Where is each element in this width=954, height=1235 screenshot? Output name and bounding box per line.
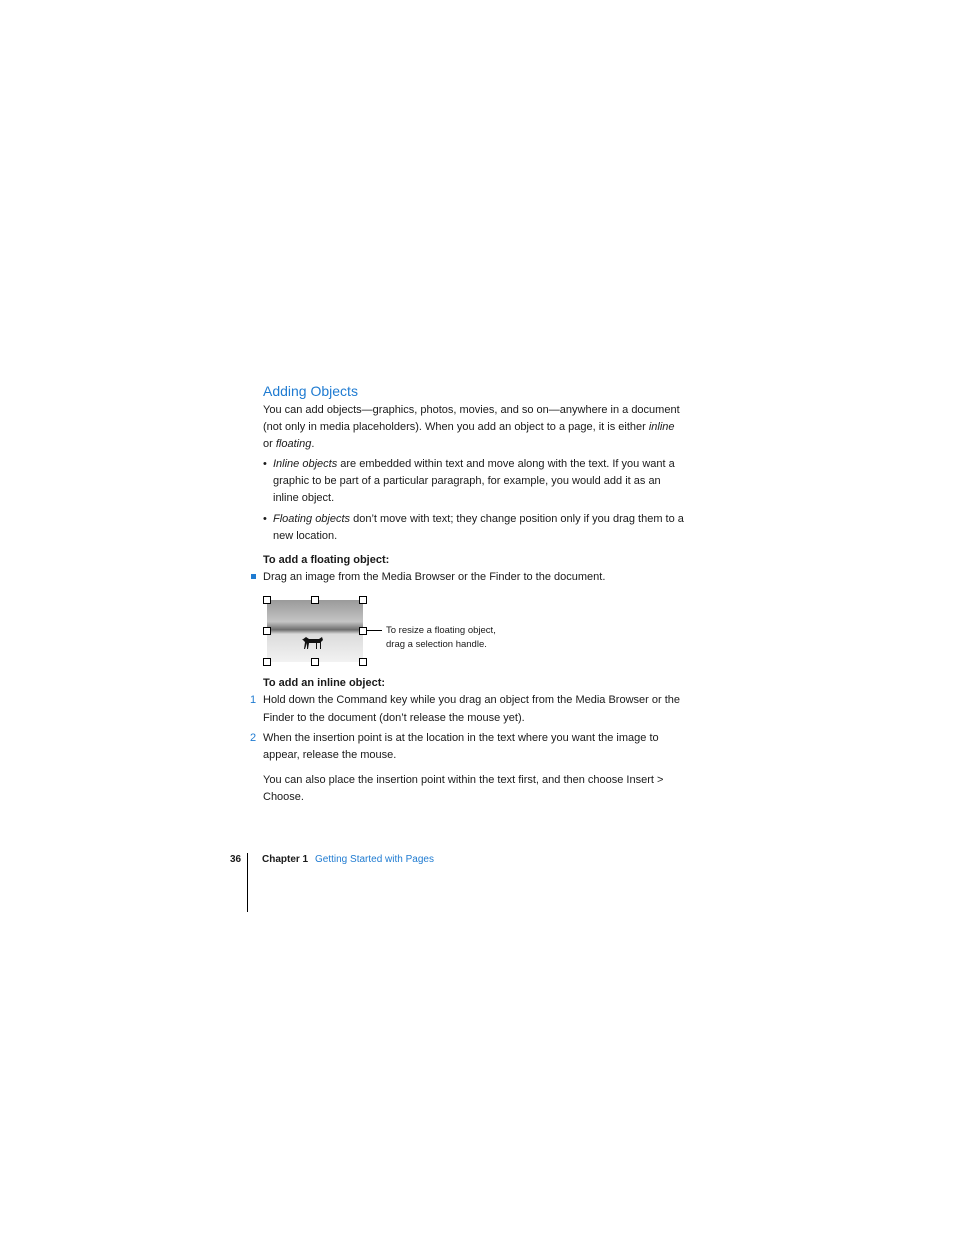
text: (not only in media placeholders). When you add an object to a page, it is either <box>263 421 649 433</box>
text: appear, release the mouse. <box>263 749 397 761</box>
bullet-item <box>263 456 713 507</box>
page-number: 36 <box>230 854 242 865</box>
text: or <box>263 438 276 450</box>
em-text: Floating objects <box>273 513 351 525</box>
intro-paragraph <box>263 402 680 453</box>
dog-silhouette-icon <box>267 600 363 662</box>
step-number: 2 <box>250 732 257 744</box>
callout-text <box>386 624 496 652</box>
selection-handle[interactable] <box>359 596 367 604</box>
chapter-label: Chapter 1 <box>262 854 309 865</box>
text: Choose. <box>263 791 304 803</box>
selection-handle[interactable] <box>311 596 319 604</box>
selection-handle[interactable] <box>311 658 319 666</box>
selection-handle[interactable] <box>359 627 367 635</box>
inline-title: To add an inline object: <box>263 677 386 689</box>
chapter-title-link[interactable]: Getting Started with Pages <box>315 854 434 865</box>
text: When the insertion point is at the location in the text where you want the image to <box>263 732 659 744</box>
em-text: Inline objects <box>273 458 338 470</box>
square-bullet-icon <box>251 574 256 579</box>
intro-line: You can add objects—graphics, photos, movies, and so on—anywhere in a document <box>263 404 680 416</box>
dog-beach-image <box>267 600 363 662</box>
selection-handle[interactable] <box>263 596 271 604</box>
selection-handle[interactable] <box>263 627 271 635</box>
intro-line <box>263 436 680 453</box>
selection-handle[interactable] <box>263 658 271 666</box>
text: new location. <box>273 530 338 542</box>
section-heading: Adding Objects <box>263 383 358 399</box>
text: . <box>311 438 315 450</box>
text: Finder to the document (don’t release the mouse yet). <box>263 712 525 724</box>
selection-handle[interactable] <box>359 658 367 666</box>
bullet-item <box>263 511 713 545</box>
step-number: 1 <box>250 694 257 706</box>
callout-line <box>367 630 382 631</box>
callout-line-2: drag a selection handle. <box>386 639 487 650</box>
text: don’t move with text; they change position only if you drag them to a <box>350 513 684 525</box>
floating-title: To add a floating object: <box>263 554 390 566</box>
text: are embedded within text and move along with the text. If you want a <box>337 458 675 470</box>
floating-step: Drag an image from the Media Browser or the Finder to the document. <box>263 571 606 583</box>
bullet-icon: • <box>263 458 267 470</box>
text: inline object. <box>273 492 335 504</box>
em-text: inline <box>648 421 675 433</box>
intro-line <box>263 419 680 436</box>
note-paragraph <box>263 772 663 806</box>
inline-step <box>263 730 659 764</box>
footer-divider <box>247 853 248 912</box>
inline-step <box>263 692 680 727</box>
text: You can also place the insertion point within the text first, and then choose Insert > <box>263 774 664 786</box>
callout-line-1: To resize a floating object, <box>386 625 496 636</box>
text: Hold down the Command key while you drag an object from the Media Browser or the <box>263 694 680 706</box>
text: graphic to be part of a particular paragraph, for example, you would add it as an <box>273 475 661 487</box>
em-text: floating <box>275 438 312 450</box>
bullet-icon: • <box>263 513 267 525</box>
